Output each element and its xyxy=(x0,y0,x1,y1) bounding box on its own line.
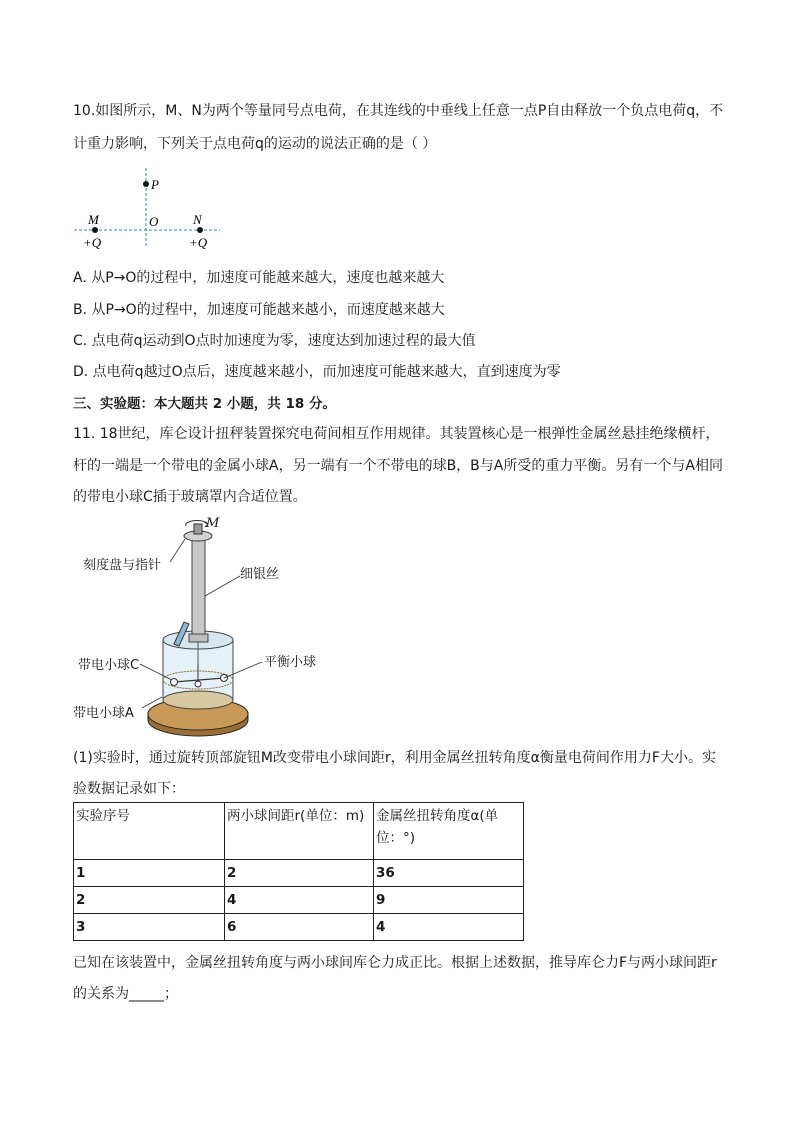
q10-option-d: D. 点电荷q越过O点后，速度越来越小，而加速度可能越来越大，直到速度为零 xyxy=(73,364,561,380)
header-angle-line2: 位：°) xyxy=(376,830,416,846)
charged-ball-c-label: 带电小球C xyxy=(78,658,140,673)
section-heading: 三、实验题：本大题共 2 小题，共 18 分。 xyxy=(73,396,336,412)
header-angle-line1: 金属丝扭转角度α(单 xyxy=(376,808,499,824)
cell-distance: 6 xyxy=(225,914,374,941)
q10-stem-line2: 计重力影响，下列关于点电荷q的运动的说法正确的是（ ） xyxy=(73,136,437,152)
label-charge-n: +Q xyxy=(189,235,208,250)
silver-wire-label: 细银丝 xyxy=(240,567,280,582)
charge-n-dot xyxy=(197,227,203,233)
charged-ball-a-label: 带电小球A xyxy=(73,706,134,721)
q10-charge-figure xyxy=(70,168,230,258)
torsion-balance-figure xyxy=(140,514,400,739)
cell-angle: 36 xyxy=(374,860,524,887)
cell-angle: 9 xyxy=(374,887,524,914)
dial-pointer-label: 刻度盘与指针 xyxy=(83,558,162,573)
q11-stem-line1: 11. 18世纪，库仑设计扭秤装置探究电荷间相互作用规律。其装置核心是一根弹性金属丝悬挂绝缘横杆， xyxy=(73,426,720,442)
point-p-dot xyxy=(143,181,149,187)
q11-stem-line3: 的带电小球C插于玻璃罩内合适位置。 xyxy=(73,489,307,505)
header-trial: 实验序号 xyxy=(74,803,225,860)
label-o: O xyxy=(149,214,159,229)
q10-option-a: A. 从P→O的过程中，加速度可能越来越大，速度也越来越大 xyxy=(73,270,445,286)
q10-option-c: C. 点电荷q运动到O点时加速度为零，速度达到加速过程的最大值 xyxy=(73,333,476,349)
table-row xyxy=(74,914,524,941)
label-charge-m: +Q xyxy=(83,235,102,250)
header-distance: 两小球间距r(单位：m) xyxy=(225,803,374,860)
label-m: M xyxy=(88,212,99,227)
cell-trial: 3 xyxy=(74,914,225,941)
q11-stem-line2: 杆的一端是一个带电的金属小球A，另一端有一个不带电的球B，B与A所受的重力平衡。另有一个与A相同 xyxy=(73,458,723,474)
knob-m-label: M xyxy=(206,516,220,531)
cell-trial: 1 xyxy=(74,860,225,887)
table-row xyxy=(74,887,524,914)
q11-conclusion-line1: 已知在该装置中，金属丝扭转角度与两小球间库仑力成正比。根据上述数据，推导库仑力F与两小球间距r xyxy=(73,955,717,971)
label-n: N xyxy=(193,212,202,227)
experiment-data-table xyxy=(73,802,524,941)
cell-distance: 4 xyxy=(225,887,374,914)
q11-part1-line1: (1)实验时，通过旋转顶部旋钮M改变带电小球间距r，利用金属丝扭转角度α衡量电荷间作用力F大小。实 xyxy=(73,750,716,766)
q10-option-b: B. 从P→O的过程中，加速度可能越来越小，而速度越来越大 xyxy=(73,302,445,318)
charge-m-dot xyxy=(92,227,98,233)
cell-angle: 4 xyxy=(374,914,524,941)
header-angle xyxy=(374,803,524,860)
cell-distance: 2 xyxy=(225,860,374,887)
cell-trial: 2 xyxy=(74,887,225,914)
q10-stem-line1: 10.如图所示，M、N为两个等量同号点电荷，在其连线的中垂线上任意一点P自由释放一个负点电荷q，不 xyxy=(73,103,724,119)
balance-ball-label: 平衡小球 xyxy=(264,655,317,670)
table-row xyxy=(74,860,524,887)
q11-part1-line2: 验数据记录如下： xyxy=(73,781,185,797)
table-header-row xyxy=(74,803,524,860)
q11-conclusion-line2: 的关系为_____； xyxy=(73,986,178,1002)
label-p: P xyxy=(151,177,159,192)
